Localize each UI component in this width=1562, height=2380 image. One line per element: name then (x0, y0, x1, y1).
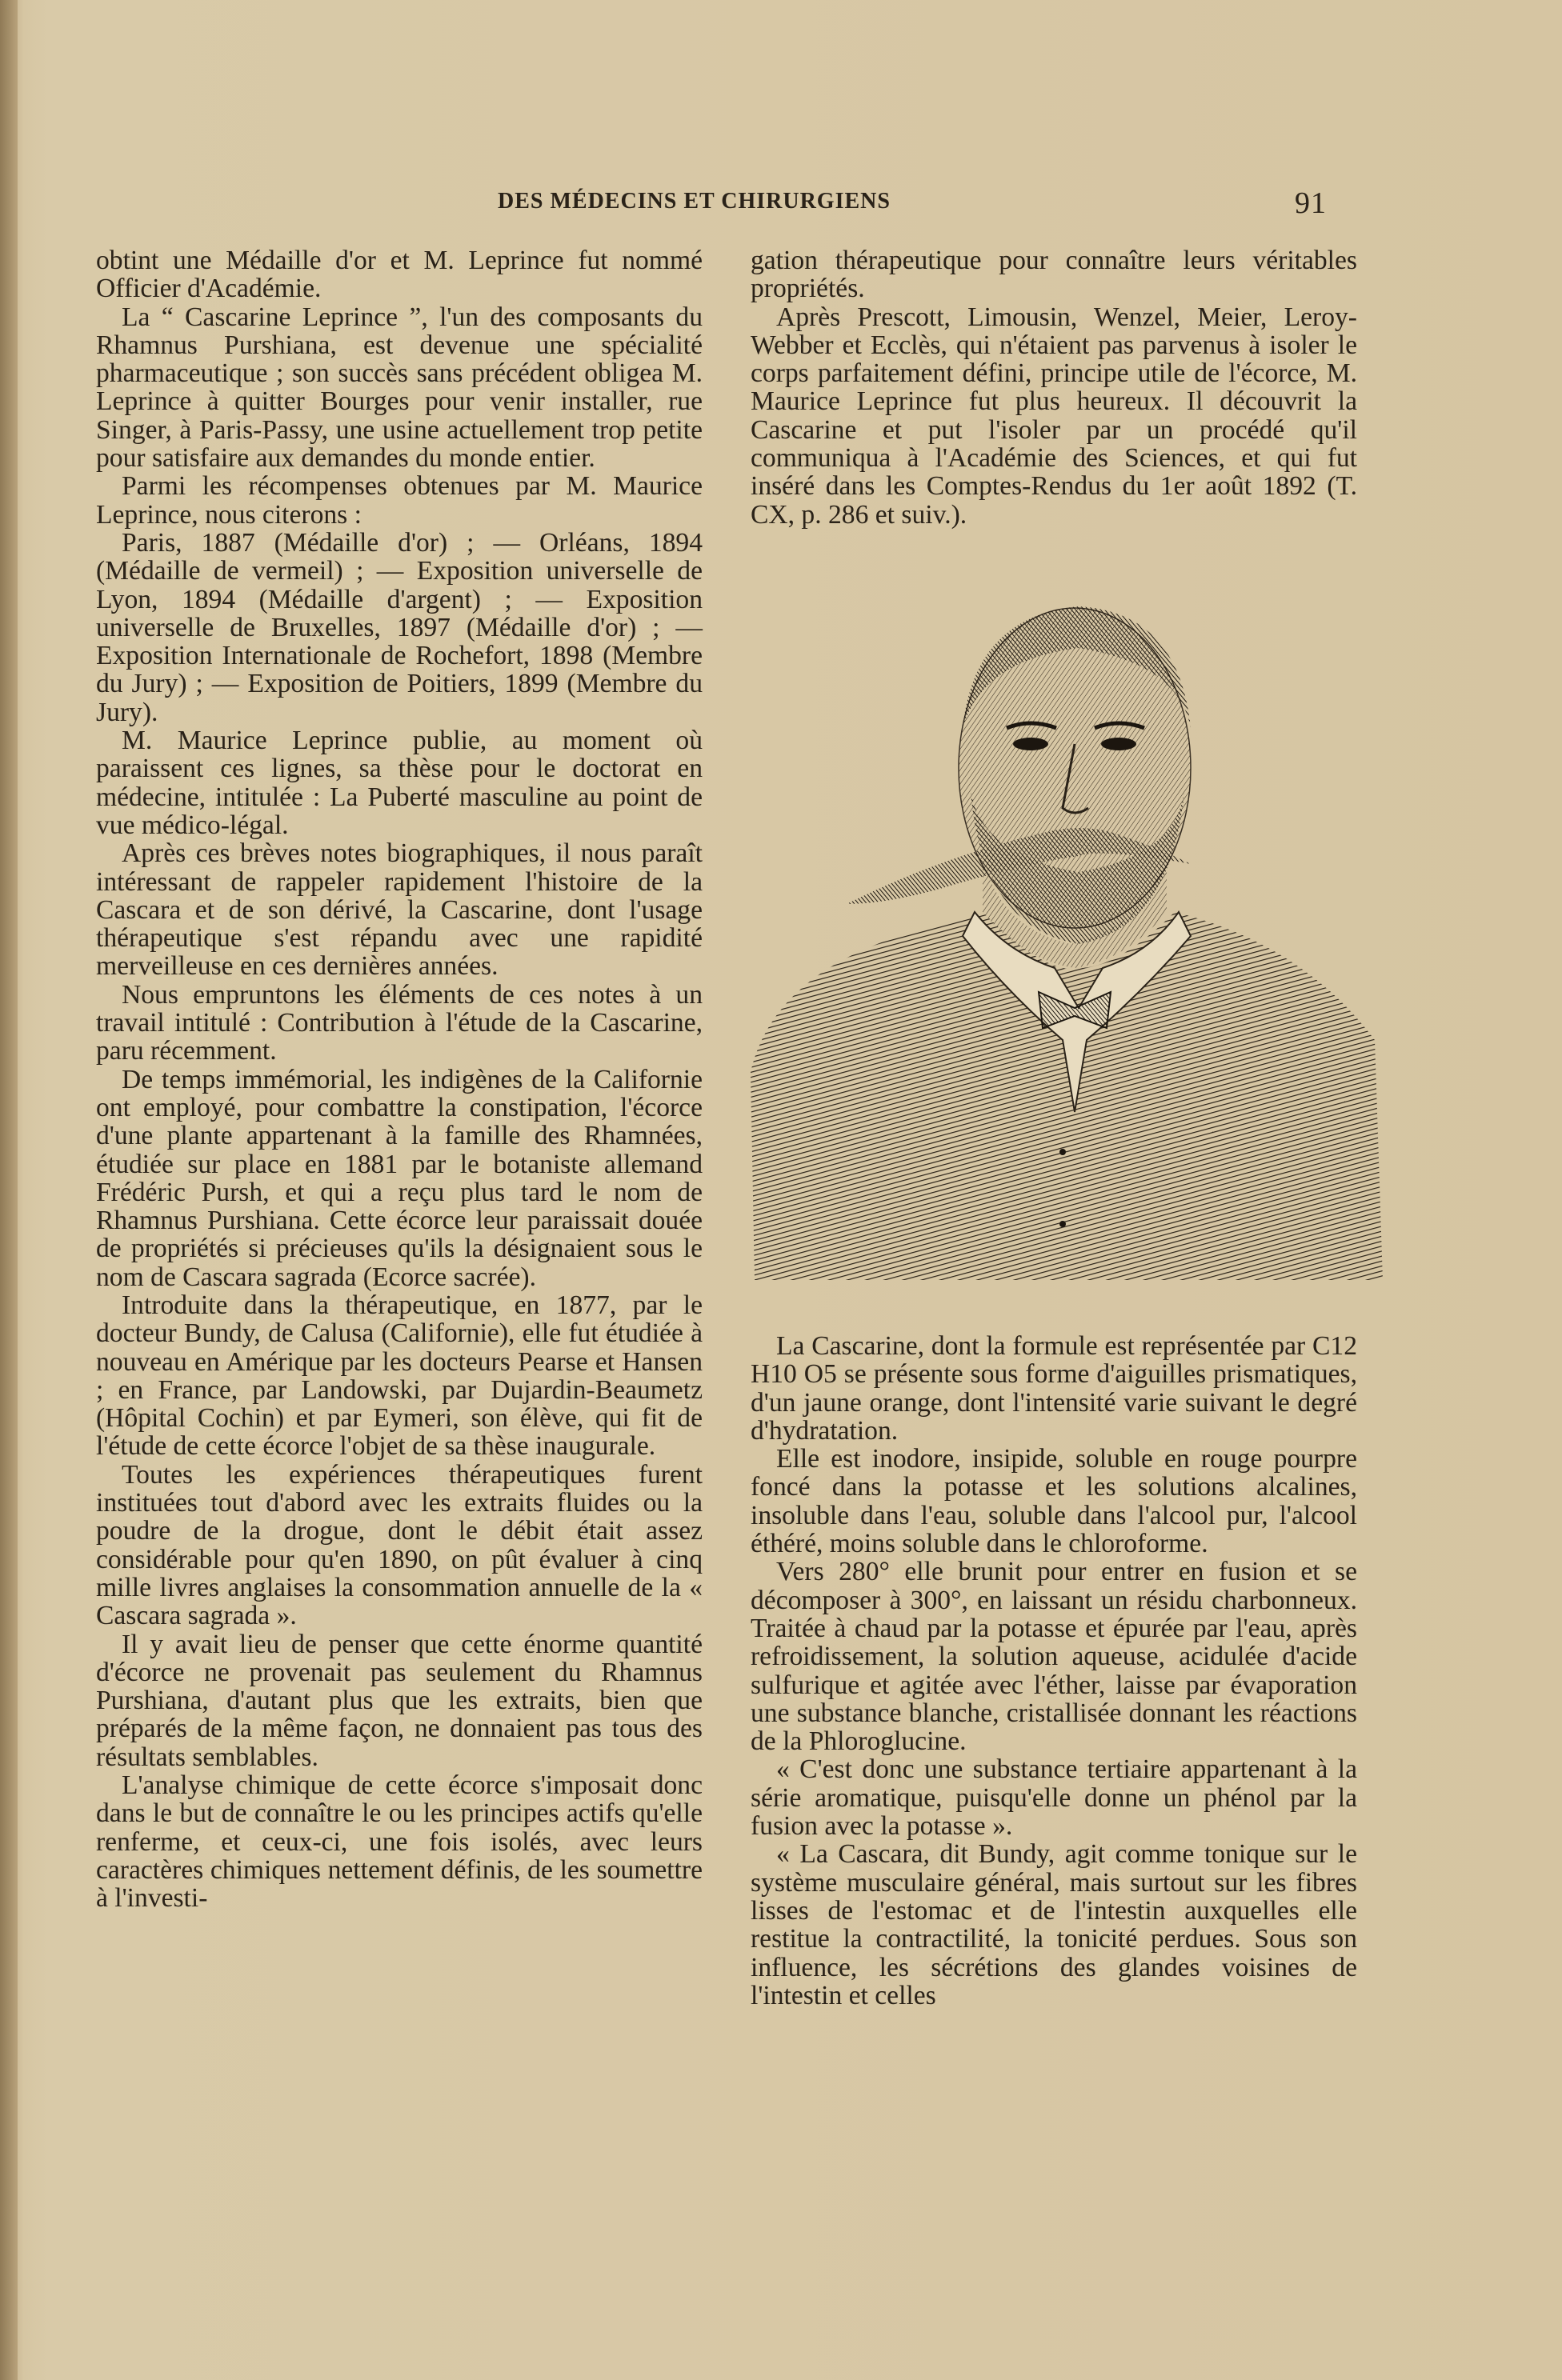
paragraph: Vers 280° elle brunit pour entrer en fusion et se décomposer à 300°, en laissant un résidu charbonneux. Traitée à chaud par la potasse et épurée par l'eau, après refroidissement, la solution aqueuse, acidulée d'acide sulfurique et agitée avec l'éther, laisse par évaporation une substance blanche, cristallisée donnant les réactions de la Phloroglucine. (751, 1557, 1357, 1757)
coat-button (1059, 1149, 1066, 1155)
page-binding-edge (0, 0, 18, 2380)
paragraph: « C'est donc une substance tertiaire appartenant à la série aromatique, puisqu'elle donne un phénol par la fusion avec la potasse ». (751, 1754, 1357, 1842)
running-header (88, 186, 1336, 221)
paragraph: Paris, 1887 (Médaille d'or) ; — Orléans, 1894 (Médaille de vermeil) ; — Exposition universelle de Lyon, 1894 (Médaille d'argent) ; — Exposition universelle de Bruxelles, 1897 (Médaille d'or) ; — Exposition Internationale de Rochefort, 1898 (Membre du Jury) ; — Exposition de Poitiers, 1899 (Membre du Jury). (96, 527, 703, 727)
page-number: 91 (1295, 186, 1327, 220)
paragraph: Il y avait lieu de penser que cette énorme quantité d'écorce ne provenait pas seulement du Rhamnus Purshiana, d'autant plus que les extraits, bien que préparés de la même façon, ne donnaient pas tous des résultats semblables. (96, 1629, 703, 1772)
coat-button (1059, 1221, 1066, 1227)
left-column (96, 246, 703, 1913)
paragraph: De temps immémorial, les indigènes de la Californie ont employé, pour combattre la constipation, l'écorce d'une plante appartenant à la famille des Rhamnées, étudiée sur place en 1881 par le botaniste allemand Frédéric Pursh, et qui a reçu plus tard le nom de Rhamnus Purshiana. Cette écorce leur paraissait douée de propriétés si précieuses qu'ils la désignaient sous le nom de Cascara sagrada (Ecorce sacrée). (96, 1064, 703, 1292)
paragraph: « La Cascara, dit Bundy, agit comme tonique sur le système musculaire général, mais surtout sur les fibres lisses de l'estomac et de l'intestin auxquelles elle restitue la contractilité, la tonicité perdues. Sous son influence, les sécrétions des glandes voisines de l'intestin et celles (751, 1839, 1357, 2010)
right-column-bottom (751, 1332, 1357, 2010)
paragraph: Après Prescott, Limousin, Wenzel, Meier, Leroy-Webber et Ecclès, qui n'étaient pas parvenus à isoler le corps parfaitement défini, principe utile de l'écorce, M. Maurice Leprince fut plus heureux. Il découvrit la Cascarine et put l'isoler par un procédé qu'il communiqua à l'Académie des Sciences, et qui fut inséré dans les Comptes-Rendus du 1er août 1892 (T. CX, p. 286 et suiv.). (751, 302, 1357, 530)
running-title: DES MÉDECINS ET CHIRURGIENS (498, 189, 891, 214)
paragraph: obtint une Médaille d'or et M. Leprince fut nommé Officier d'Académie. (96, 246, 703, 304)
coat (751, 912, 1383, 1280)
paragraph: L'analyse chimique de cette écorce s'imposait donc dans le but de connaître le ou les principes actifs qu'elle renferme, et ceux-ci, une fois isolés, avec leurs caractères chimiques nettement définis, de les soumettre à l'investi- (96, 1770, 703, 1914)
paragraph: gation thérapeutique pour connaître leurs véritables propriétés. (751, 246, 1357, 304)
paragraph: Toutes les expériences thérapeutiques furent instituées tout d'abord avec les extraits fluides ou la poudre de la drogue, dont le débit était assez considérable pour qu'en 1890, on pût évaluer à cinq mille livres anglaises la consommation annuelle de la « Cascara sagrada ». (96, 1459, 703, 1631)
engraved-portrait (743, 592, 1391, 1296)
right-column-top (751, 246, 1357, 529)
paragraph: Nous empruntons les éléments de ces notes à un travail intitulé : Contribution à l'étude de la Cascarine, paru récemment. (96, 979, 703, 1066)
paragraph: La “ Cascarine Leprince ”, l'un des composants du Rhamnus Purshiana, est devenue une spécialité pharmaceutique ; son succès sans précédent obligea M. Leprince à quitter Bourges pour venir installer, rue Singer, à Paris-Passy, une usine actuellement trop petite pour satisfaire aux demandes du monde entier. (96, 302, 703, 474)
right-eye (1101, 738, 1136, 750)
paragraph: Introduite dans la thérapeutique, en 1877, par le docteur Bundy, de Calusa (Californie), elle fut étudiée à nouveau en Amérique par les docteurs Pearse et Hansen ; en France, par Landowski, par Dujardin-Beaumetz (Hôpital Cochin) et par Eymeri, son élève, qui fit de l'étude de cette écorce l'objet de sa thèse inaugurale. (96, 1290, 703, 1462)
paragraph: M. Maurice Leprince publie, au moment où paraissent ces lignes, sa thèse pour le doctorat en médecine, intitulée : La Puberté masculine au point de vue médico-légal. (96, 726, 703, 840)
left-eye (1013, 738, 1048, 750)
paragraph: Elle est inodore, insipide, soluble en rouge pourpre foncé dans la potasse et les solutions alcalines, insoluble dans l'eau, soluble dans l'alcool pur, l'alcool éthéré, moins soluble dans le chloroforme. (751, 1444, 1357, 1559)
paragraph: La Cascarine, dont la formule est représentée par C12 H10 O5 se présente sous forme d'aiguilles prismatiques, d'un jaune orange, dont l'intensité varie suivant le degré d'hydratation. (751, 1331, 1357, 1446)
paragraph: Parmi les récompenses obtenues par M. Maurice Leprince, nous citerons : (96, 471, 703, 530)
paragraph: Après ces brèves notes biographiques, il nous paraît intéressant de rappeler rapidement l'histoire de la Cascara et de son dérivé, la Cascarine, dont l'usage thérapeutique s'est répandu avec une rapidité merveilleuse en ces dernières années. (96, 838, 703, 982)
